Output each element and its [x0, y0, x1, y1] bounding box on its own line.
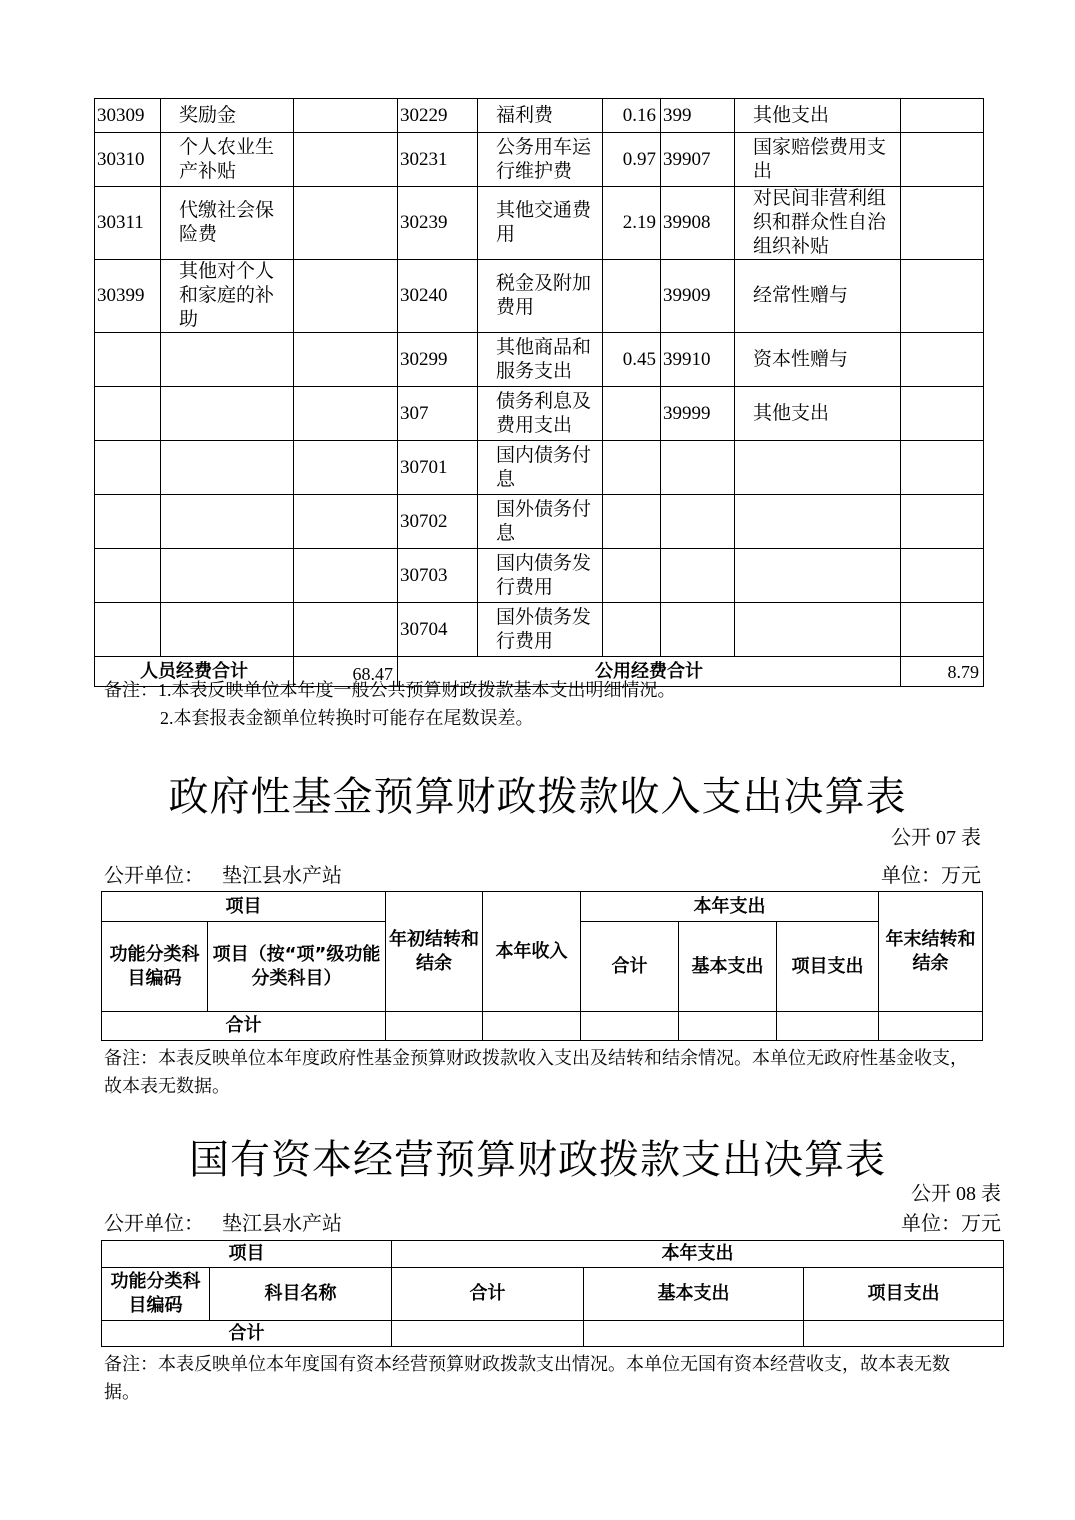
header-func-code: 功能分类科目编码: [102, 922, 208, 1012]
code-cell: [95, 603, 161, 657]
header-basic: 基本支出: [584, 1268, 804, 1321]
table08-note: 备注：本表反映单位本年度国有资本经营预算财政拨款支出情况。本单位无国有资本经营收支，故本表无数据。: [104, 1354, 950, 1402]
header-begin-balance: 年初结转和结余: [386, 892, 483, 1012]
table-row: [95, 603, 984, 657]
name-cell: [735, 603, 901, 657]
header-project: 项目支出: [804, 1268, 1004, 1321]
header-end-balance: 年末结转和结余: [879, 892, 983, 1012]
header-basic: 基本支出: [679, 922, 777, 1012]
name-cell: [161, 333, 294, 387]
name-cell: [161, 495, 294, 549]
name-cell: 国外债务付息: [478, 495, 603, 549]
header-item: 项目: [102, 892, 386, 922]
table08-unit-label: 公开单位：: [104, 1213, 204, 1235]
table07-code: 公开 07 表: [891, 827, 981, 849]
name-cell: 其他支出: [735, 387, 901, 441]
code-cell: 30231: [398, 133, 478, 187]
code-cell: 30229: [398, 99, 478, 133]
table08-title: 国有资本经营预算财政拨款支出决算表: [189, 1137, 886, 1183]
name-cell: 国外债务发行费用: [478, 603, 603, 657]
value-cell: [901, 99, 984, 133]
value-cell: [603, 603, 661, 657]
total-public-label: 公用经费合计: [398, 657, 901, 687]
table08-unit-name: 垫江县水产站: [222, 1213, 342, 1235]
code-cell: [661, 603, 735, 657]
total-label: 合计: [102, 1012, 386, 1041]
state-capital-table: [101, 1240, 1004, 1347]
code-cell: 30311: [95, 187, 161, 260]
name-cell: 债务利息及费用支出: [478, 387, 603, 441]
name-cell: 国内债务发行费用: [478, 549, 603, 603]
header-row-2: [102, 1268, 1004, 1321]
header-total: 合计: [581, 922, 679, 1012]
header-total: 合计: [392, 1268, 584, 1321]
value-cell: [294, 495, 398, 549]
name-cell: [735, 495, 901, 549]
value-cell: 2.19: [603, 187, 661, 260]
table07-note: 备注：本表反映单位本年度政府性基金预算财政拨款收入支出及结转和结余情况。本单位无政府性基金收支，故本表无数据。: [104, 1048, 968, 1096]
table-row: [95, 99, 984, 133]
name-cell: 国家赔偿费用支出: [735, 133, 901, 187]
table-row: [95, 495, 984, 549]
table-row: [95, 333, 984, 387]
header-row-1: [102, 892, 983, 922]
code-cell: 30309: [95, 99, 161, 133]
code-cell: 30310: [95, 133, 161, 187]
table07-unit-name: 垫江县水产站: [222, 865, 342, 887]
value-cell: [603, 441, 661, 495]
total-personnel-value: 68.47: [294, 657, 398, 687]
value-cell: [901, 603, 984, 657]
code-cell: [95, 549, 161, 603]
name-cell: [735, 549, 901, 603]
header-func-code: 功能分类科目编码: [102, 1268, 210, 1321]
code-cell: 39907: [661, 133, 735, 187]
value-cell: 0.45: [603, 333, 661, 387]
code-cell: [95, 333, 161, 387]
code-cell: 30702: [398, 495, 478, 549]
value-cell: [901, 387, 984, 441]
value-cell: [603, 549, 661, 603]
table-row: [95, 441, 984, 495]
code-cell: 30399: [95, 260, 161, 333]
table08-money-unit: 单位：万元: [901, 1213, 1001, 1235]
table-row: [95, 187, 984, 260]
name-cell: [161, 603, 294, 657]
total-row: [102, 1012, 983, 1041]
code-cell: 39999: [661, 387, 735, 441]
code-cell: 30299: [398, 333, 478, 387]
name-cell: 其他商品和服务支出: [478, 333, 603, 387]
name-cell: [161, 387, 294, 441]
name-cell: 其他支出: [735, 99, 901, 133]
name-cell: 代缴社会保险费: [161, 187, 294, 260]
value-cell: [294, 387, 398, 441]
code-cell: 39909: [661, 260, 735, 333]
value-cell: [901, 333, 984, 387]
code-cell: 30240: [398, 260, 478, 333]
total-label: 合计: [102, 1321, 392, 1347]
total-public-value: 8.79: [901, 657, 984, 687]
name-cell: [161, 441, 294, 495]
header-expense: 本年支出: [392, 1241, 1004, 1268]
value-cell: [901, 549, 984, 603]
table07-title: 政府性基金预算财政拨款收入支出决算表: [168, 774, 907, 820]
value-cell: [901, 441, 984, 495]
code-cell: 30239: [398, 187, 478, 260]
table07-money-unit: 单位：万元: [881, 865, 981, 887]
note-line-1: 备注：1.本表反映单位本年度一般公共预算财政拨款基本支出明细情况。: [104, 680, 676, 700]
code-cell: 399: [661, 99, 735, 133]
value-cell: [901, 495, 984, 549]
value-cell: [901, 260, 984, 333]
name-cell: 国内债务付息: [478, 441, 603, 495]
name-cell: [735, 441, 901, 495]
value-cell: [901, 133, 984, 187]
code-cell: [661, 549, 735, 603]
code-cell: 30701: [398, 441, 478, 495]
name-cell: 对民间非营利组织和群众性自治组织补贴: [735, 187, 901, 260]
value-cell: [603, 495, 661, 549]
value-cell: [294, 133, 398, 187]
value-cell: [294, 333, 398, 387]
code-cell: [95, 441, 161, 495]
header-item: 项目: [102, 1241, 392, 1268]
table-row: [95, 387, 984, 441]
header-expense: 本年支出: [581, 892, 879, 922]
table08-code: 公开 08 表: [911, 1183, 1001, 1205]
name-cell: [161, 549, 294, 603]
name-cell: 奖励金: [161, 99, 294, 133]
code-cell: 39908: [661, 187, 735, 260]
header-row-1: [102, 1241, 1004, 1268]
value-cell: [603, 260, 661, 333]
table-row: [95, 260, 984, 333]
code-cell: 30704: [398, 603, 478, 657]
basic-expense-detail-table: [94, 98, 984, 687]
name-cell: 公务用车运行维护费: [478, 133, 603, 187]
name-cell: 个人农业生产补贴: [161, 133, 294, 187]
header-subject: 科目名称: [210, 1268, 392, 1321]
name-cell: 经常性赠与: [735, 260, 901, 333]
value-cell: 0.97: [603, 133, 661, 187]
code-cell: [95, 495, 161, 549]
header-project: 项目支出: [777, 922, 879, 1012]
total-personnel-label: 人员经费合计: [95, 657, 294, 687]
header-item-name: 项目（按“项”级功能分类科目）: [208, 922, 386, 1012]
name-cell: 税金及附加费用: [478, 260, 603, 333]
value-cell: [294, 603, 398, 657]
value-cell: [294, 549, 398, 603]
code-cell: [95, 387, 161, 441]
name-cell: 其他对个人和家庭的补助: [161, 260, 294, 333]
value-cell: 0.16: [603, 99, 661, 133]
value-cell: [294, 187, 398, 260]
table-row: [95, 133, 984, 187]
code-cell: 30703: [398, 549, 478, 603]
name-cell: 其他交通费用: [478, 187, 603, 260]
table07-unit-label: 公开单位：: [104, 865, 204, 887]
code-cell: 39910: [661, 333, 735, 387]
value-cell: [603, 387, 661, 441]
name-cell: 资本性赠与: [735, 333, 901, 387]
table-row: [95, 549, 984, 603]
header-income: 本年收入: [483, 892, 581, 1012]
value-cell: [294, 260, 398, 333]
value-cell: [294, 99, 398, 133]
code-cell: 307: [398, 387, 478, 441]
total-row: [102, 1321, 1004, 1347]
value-cell: [294, 441, 398, 495]
note-line-2: 2.本套报表金额单位转换时可能存在尾数误差。: [160, 708, 534, 728]
code-cell: [661, 495, 735, 549]
gov-fund-table: [101, 891, 983, 1041]
value-cell: [901, 187, 984, 260]
table-body: [95, 99, 984, 657]
code-cell: [661, 441, 735, 495]
name-cell: 福利费: [478, 99, 603, 133]
